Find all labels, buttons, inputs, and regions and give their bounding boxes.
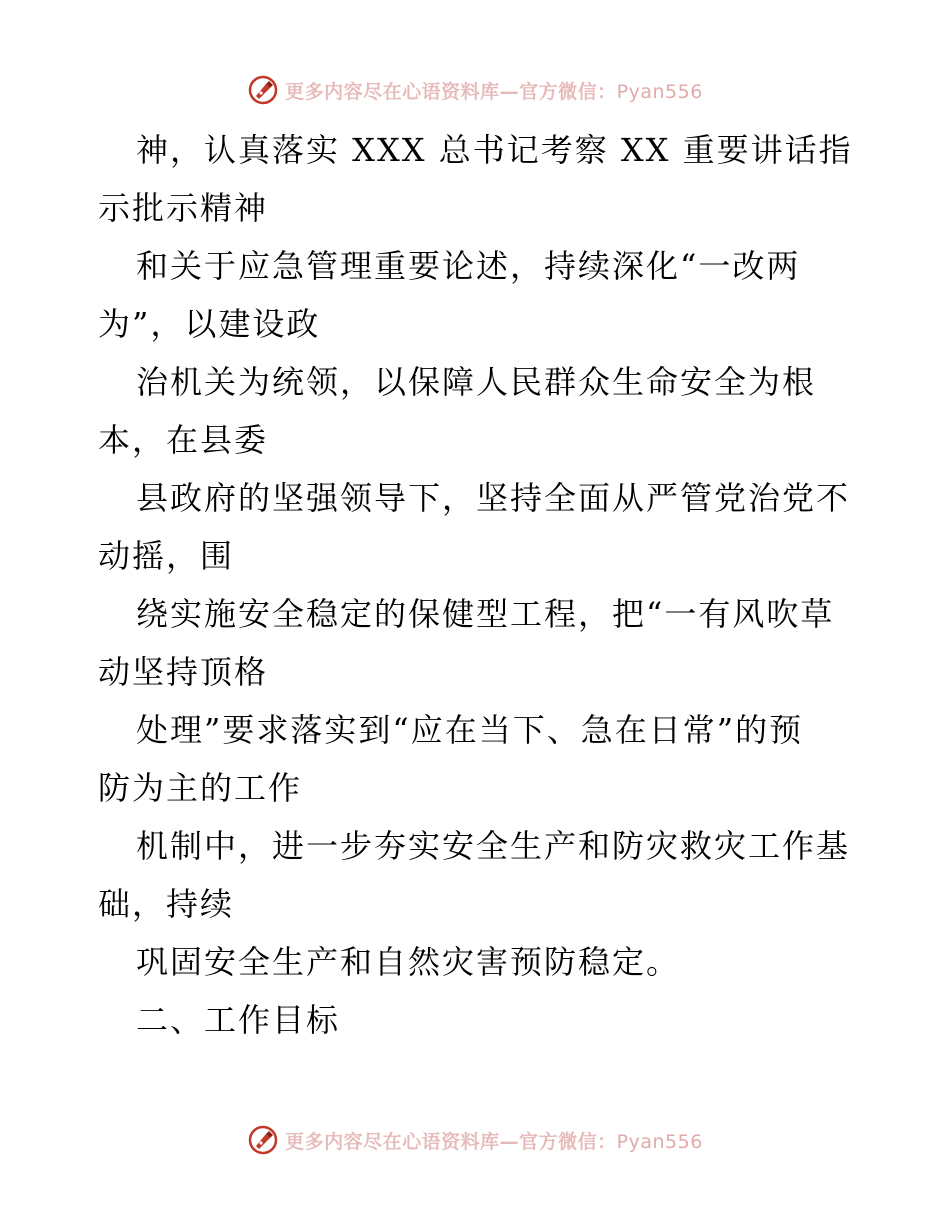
paragraph-line: 础，持续: [98, 885, 235, 923]
header-banner: [0, 72, 950, 108]
footer-banner-text: 更多内容尽在心语资料库—官方微信：Pyan556: [285, 1130, 703, 1153]
paragraph-line: 治机关为统领，以保障人民群众生命安全为根: [136, 363, 817, 401]
paragraph-line: 县政府的坚强领导下，坚持全面从严管党治党不: [136, 479, 851, 517]
paragraph-line: 防为主的工作: [98, 769, 303, 807]
paragraph-line: 绕实施安全稳定的保健型工程，把“一有风吹草: [136, 595, 835, 633]
section-heading: 二、工作目标: [136, 1001, 341, 1039]
header-banner-handle: Pyan556: [616, 80, 703, 103]
pen-nib-logo-icon: [247, 1124, 279, 1156]
paragraph-line: 神，认真落实 XXX 总书记考察 XX 重要讲话指: [136, 131, 853, 169]
footer-banner-handle: Pyan556: [616, 1130, 703, 1153]
paragraph-line: 处理”要求落实到“应在当下、急在日常”的预: [136, 711, 804, 749]
paragraph-line: 为”，以建设政: [98, 305, 321, 343]
closing-line: 巩固安全生产和自然灾害预防稳定。: [136, 943, 681, 981]
pen-nib-logo-icon: [247, 74, 279, 106]
header-banner-text: 更多内容尽在心语资料库—官方微信：Pyan556: [285, 80, 703, 103]
paragraph-line: 和关于应急管理重要论述，持续深化“一改两: [136, 247, 801, 285]
footer-banner: [0, 1122, 950, 1158]
paragraph-line: 示批示精神: [98, 189, 269, 227]
paragraph-line: 动坚持顶格: [98, 653, 269, 691]
paragraph-line: 动摇，围: [98, 537, 235, 575]
paragraph-line: 本，在县委: [98, 421, 269, 459]
paragraph-line: 机制中，进一步夯实安全生产和防灾救灾工作基: [136, 827, 851, 865]
